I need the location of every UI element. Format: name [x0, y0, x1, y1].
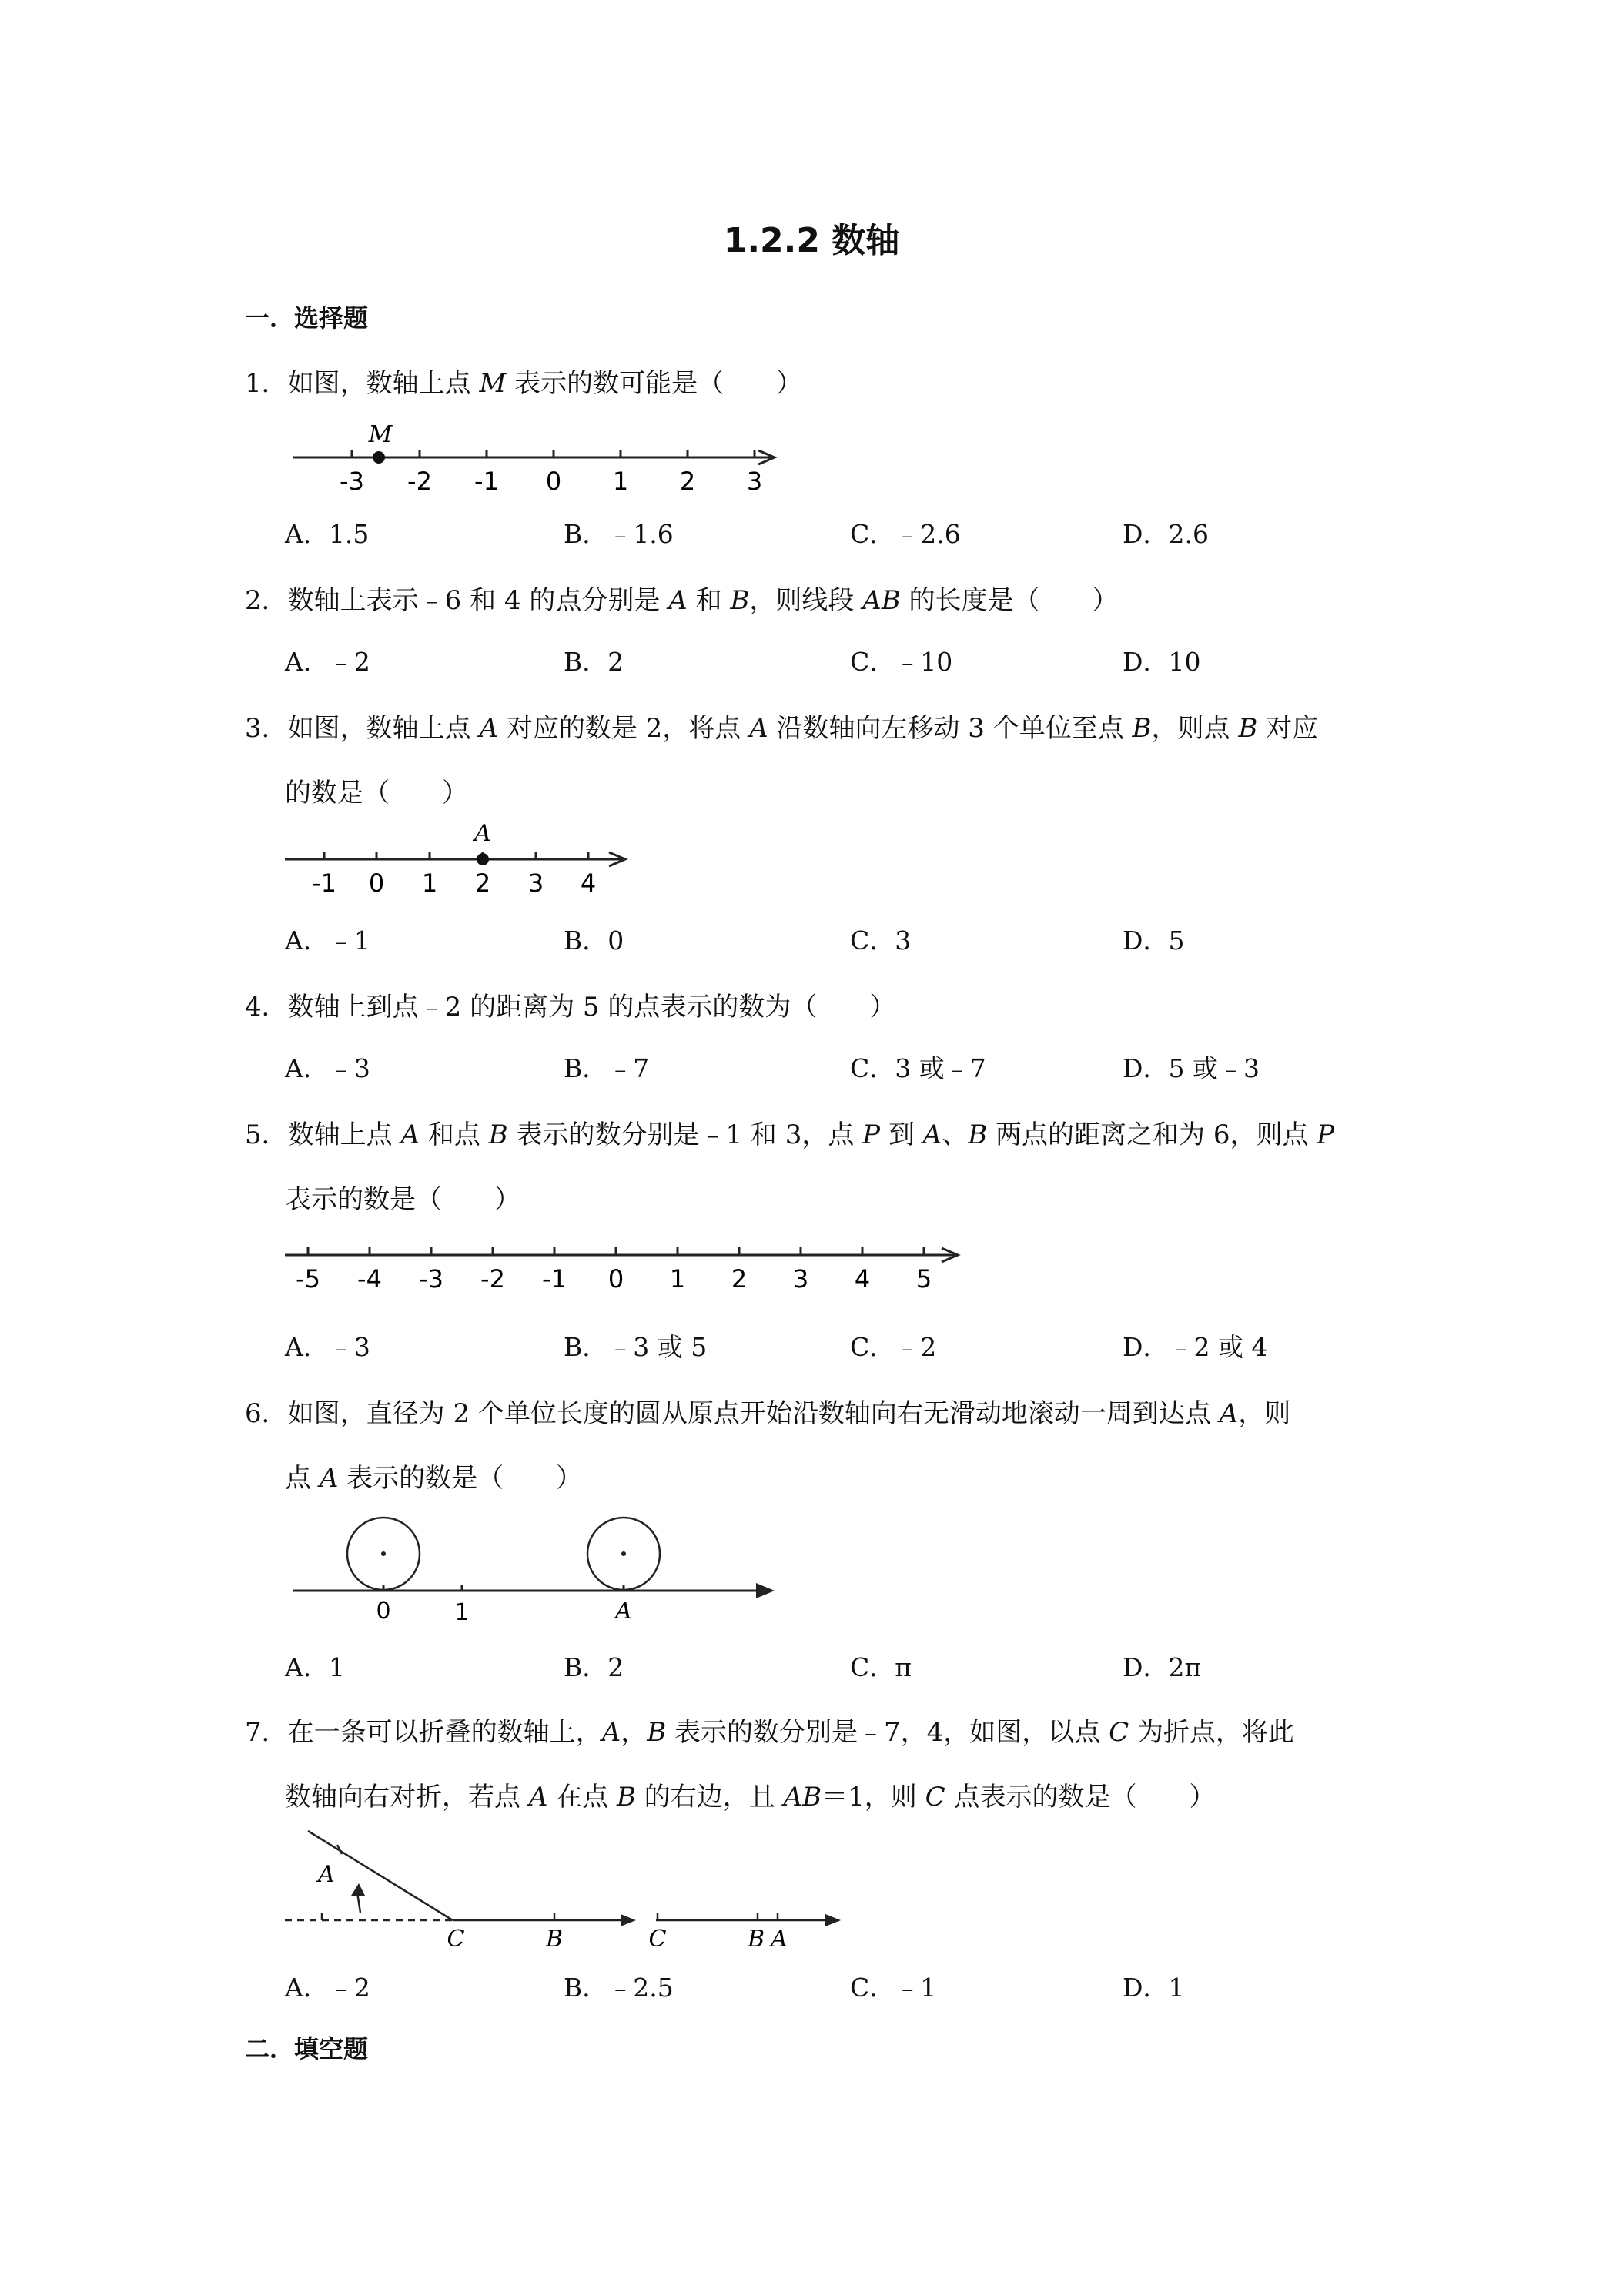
- question-text: 的长度是（ ）: [900, 585, 1119, 616]
- point-label: M: [368, 421, 393, 448]
- number-line-figure-q5: [277, 1224, 970, 1309]
- tick-label: 0: [368, 869, 385, 898]
- variable: A: [528, 1782, 548, 1812]
- tick-label: -3: [419, 1264, 443, 1294]
- variable: A: [922, 1120, 942, 1150]
- question-text: 对应的数是 2，将点: [498, 713, 750, 744]
- question-number: 6．: [245, 1398, 288, 1429]
- point-label: B: [747, 1926, 765, 1953]
- option-a[interactable]: A．1.5: [285, 519, 370, 549]
- variable: A: [668, 585, 688, 616]
- question-text: 如图，直径为 2 个单位长度的圆从原点开始沿数轴向右无滑动地滚动一周到达点: [287, 1398, 1220, 1429]
- variable: B: [488, 1120, 508, 1150]
- point-label: B: [545, 1926, 564, 1953]
- question-number: 3．: [245, 713, 288, 744]
- tick-label: -1: [312, 869, 336, 898]
- question-number: 5．: [245, 1120, 288, 1150]
- variable: C: [925, 1782, 945, 1812]
- question-5-line-2: 表示的数是（ ）: [285, 1184, 520, 1215]
- question-text: ，则: [1238, 1398, 1291, 1429]
- option-b[interactable]: B．2: [564, 1652, 624, 1682]
- option-a[interactable]: A．1: [285, 1652, 345, 1682]
- question-text: 在点: [547, 1782, 617, 1812]
- variable: A: [400, 1120, 420, 1150]
- question-number: 4．: [245, 992, 288, 1022]
- question-text: 对应: [1257, 713, 1319, 744]
- variable: A: [479, 713, 499, 744]
- question-3: [245, 707, 1318, 745]
- question-text: 如图，数轴上点: [287, 368, 480, 399]
- question-text: 点表示的数是（ ）: [945, 1782, 1216, 1812]
- question-number: 2．: [245, 585, 288, 616]
- tick-label: -2: [480, 1264, 505, 1294]
- question-text: 沿数轴向左移动 3 个单位至点: [768, 713, 1133, 744]
- option-b[interactable]: B．2: [564, 647, 624, 677]
- variable: P: [1317, 1120, 1335, 1150]
- tick-label: 4: [854, 1264, 871, 1294]
- question-text: 如图，数轴上点: [287, 713, 480, 744]
- option-a[interactable]: A．﹣2: [285, 647, 370, 677]
- question-7: [245, 1711, 1294, 1749]
- variable: M: [479, 368, 507, 399]
- question-text: 表示的数可能是（ ）: [506, 368, 803, 399]
- question-3-line-2: 的数是（ ）: [285, 778, 468, 808]
- option-c[interactable]: C．3 或﹣7: [850, 1053, 986, 1083]
- variable: B: [617, 1782, 636, 1812]
- question-text: 数轴向右对折，若点: [285, 1782, 529, 1812]
- rolling-circle-figure-q6: [285, 1514, 793, 1629]
- number-line-figure-q1: [285, 416, 793, 500]
- axis-arrow: [825, 1914, 841, 1926]
- point-label: A: [318, 1861, 335, 1888]
- question-text: 数轴上到点﹣2 的距离为 5 的点表示的数为（ ）: [287, 992, 896, 1022]
- option-b[interactable]: B．0: [564, 925, 624, 956]
- question-6: [245, 1392, 1290, 1430]
- tick-label: -5: [296, 1264, 320, 1294]
- option-d[interactable]: D．5 或﹣3: [1123, 1053, 1260, 1083]
- tick-label: 5: [915, 1264, 932, 1294]
- option-d[interactable]: D．5: [1123, 925, 1185, 956]
- question-text: 表示的数分别是﹣7，4，如图，以点: [666, 1717, 1109, 1748]
- folding-number-line-figure-q7: [277, 1822, 862, 1953]
- question-text: 为折点，将此: [1129, 1717, 1294, 1748]
- option-c[interactable]: C．﹣2: [850, 1332, 937, 1362]
- tick-label: -3: [340, 467, 364, 496]
- option-b[interactable]: B．﹣1.6: [564, 519, 674, 549]
- variable: B: [647, 1717, 667, 1748]
- circle-end-center: [621, 1551, 626, 1556]
- fold-arrow-head: [351, 1883, 365, 1896]
- question-6-line-2: [285, 1457, 582, 1494]
- option-c[interactable]: C．﹣10: [850, 647, 953, 677]
- variable: A: [319, 1463, 339, 1494]
- variable: A: [1219, 1398, 1239, 1429]
- question-text: 、: [942, 1120, 969, 1150]
- question-7-line-2: [285, 1776, 1215, 1813]
- question-number: 7．: [245, 1717, 288, 1748]
- variable: AB: [783, 1782, 822, 1812]
- point-label: A: [615, 1598, 632, 1625]
- question-text: 和: [687, 585, 731, 616]
- number-line-figure-q3: [277, 818, 639, 902]
- point-label: A: [771, 1926, 788, 1953]
- option-a[interactable]: A．﹣3: [285, 1053, 370, 1083]
- tick-label: 3: [527, 869, 544, 898]
- tick-label: -1: [542, 1264, 567, 1294]
- tick-label: 0: [545, 467, 562, 496]
- question-1: [245, 362, 802, 400]
- point-a-dot: [477, 853, 489, 865]
- question-text: 的右边，且: [636, 1782, 784, 1812]
- question-5: [245, 1113, 1334, 1151]
- axis-arrow: [756, 1583, 775, 1598]
- question-text: 表示的数分别是﹣1 和 3，点: [507, 1120, 863, 1150]
- question-text: 到: [880, 1120, 923, 1150]
- option-a[interactable]: A．﹣2: [285, 1973, 370, 2003]
- tick-label: 3: [746, 467, 763, 496]
- variable: C: [1109, 1717, 1129, 1748]
- option-a[interactable]: A．﹣1: [285, 925, 370, 956]
- tick-label: 3: [792, 1264, 809, 1294]
- option-b[interactable]: B．﹣3 或 5: [564, 1332, 708, 1362]
- point-label: C: [447, 1926, 465, 1953]
- option-b[interactable]: B．﹣2.5: [564, 1973, 674, 2003]
- tick-label: -1: [474, 467, 499, 496]
- tick-label: 1: [669, 1264, 686, 1294]
- variable: B: [968, 1120, 988, 1150]
- tick-label: 2: [679, 467, 696, 496]
- circle-start-center: [381, 1551, 386, 1556]
- section-heading-fill-blank: 二．填空题: [245, 2034, 369, 2063]
- point-m-dot: [373, 451, 385, 464]
- question-4: [245, 986, 895, 1023]
- question-text: ，则点: [1151, 713, 1239, 744]
- question-text: 数轴上表示﹣6 和 4 的点分别是: [287, 585, 669, 616]
- option-d[interactable]: D．1: [1123, 1973, 1185, 2003]
- question-text: 数轴上点: [287, 1120, 401, 1150]
- tick-label: 0: [376, 1598, 391, 1625]
- variable: AB: [862, 585, 901, 616]
- question-2: [245, 579, 1119, 617]
- tick-label: 0: [607, 1264, 624, 1294]
- question-text: 和点: [420, 1120, 489, 1150]
- tick-label: 2: [731, 1264, 748, 1294]
- option-c[interactable]: C．﹣2.6: [850, 519, 961, 549]
- option-d[interactable]: D．2π: [1123, 1652, 1202, 1682]
- option-b[interactable]: B．﹣7: [564, 1053, 650, 1083]
- page-title: 1.2.2 数轴: [723, 221, 900, 260]
- variable: B: [730, 585, 750, 616]
- tick-label: -4: [357, 1264, 382, 1294]
- section-heading-choice: 一．选择题: [245, 303, 369, 333]
- question-text: 点: [285, 1463, 320, 1494]
- variable: P: [862, 1120, 881, 1150]
- tick-label: 1: [612, 467, 629, 496]
- variable: A: [601, 1717, 621, 1748]
- variable: A: [749, 713, 768, 744]
- option-c[interactable]: C．3: [850, 925, 912, 956]
- option-d[interactable]: D．10: [1123, 647, 1201, 677]
- question-text: 在一条可以折叠的数轴上，: [287, 1717, 602, 1748]
- option-c[interactable]: C．﹣1: [850, 1973, 937, 2003]
- option-c[interactable]: C．π: [850, 1652, 912, 1682]
- question-text: 表示的数是（ ）: [338, 1463, 583, 1494]
- axis-arrow: [621, 1914, 636, 1926]
- tick-label: -2: [407, 467, 432, 496]
- point-label: A: [474, 820, 491, 847]
- tick-label: 1: [454, 1599, 470, 1626]
- question-text: 两点的距离之和为 6，则点: [987, 1120, 1317, 1150]
- variable: B: [1238, 713, 1258, 744]
- option-d[interactable]: D．﹣2 或 4: [1123, 1332, 1268, 1362]
- question-number: 1．: [245, 368, 288, 399]
- question-text: ＝1，则: [822, 1782, 925, 1812]
- option-d[interactable]: D．2.6: [1123, 519, 1209, 549]
- variable: B: [1132, 713, 1152, 744]
- tick-label: 1: [421, 869, 438, 898]
- tick-label: 2: [474, 869, 491, 898]
- question-text: ，则线段: [749, 585, 863, 616]
- question-text: ，: [621, 1717, 648, 1748]
- point-label: C: [648, 1926, 667, 1953]
- tick-label: 4: [580, 869, 597, 898]
- option-a[interactable]: A．﹣3: [285, 1332, 370, 1362]
